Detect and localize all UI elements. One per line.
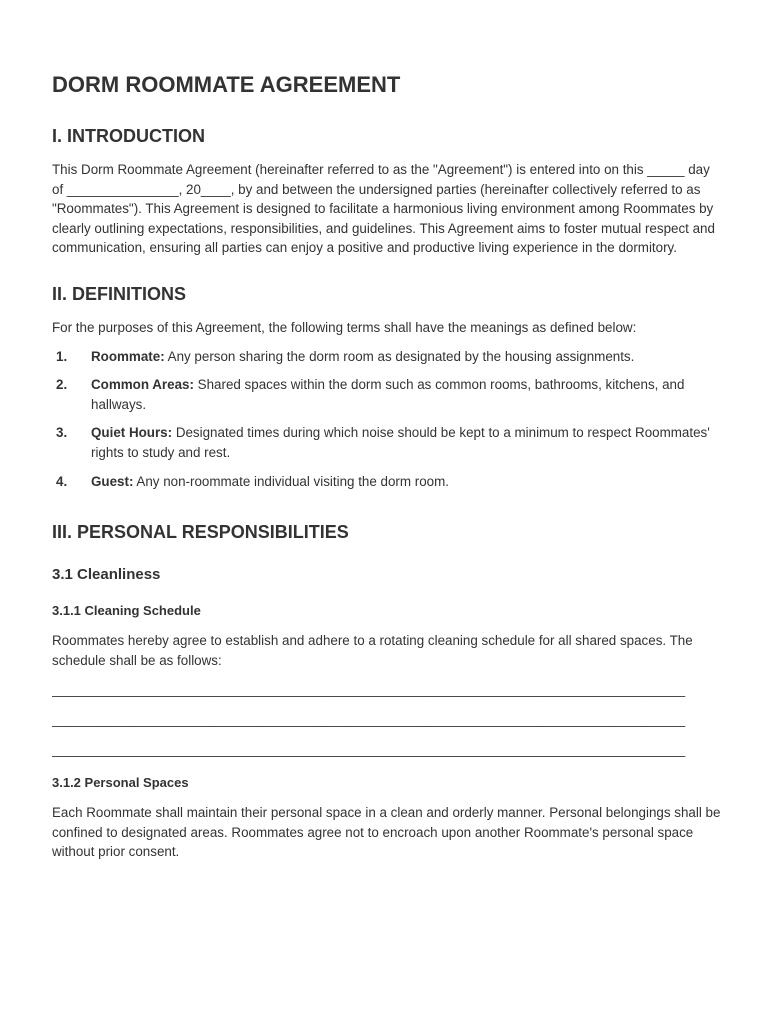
definition-item [52,375,722,414]
section-responsibilities-heading: III. PERSONAL RESPONSIBILITIES [52,522,349,543]
definition-item [52,423,722,462]
definitions-list [52,347,722,492]
document-page [52,70,722,862]
personal-spaces-paragraph: Each Roommate shall maintain their personal space in a clean and orderly manner. Personal belongings shall be confined to designated areas. Roommates agree not to encroach upon another Roommate's personal space without prior consent. [52,805,721,860]
definition-text: Any non-roommate individual visiting the dorm room. [133,473,449,489]
cleaning-schedule-paragraph: Roommates hereby agree to establish and adhere to a rotating cleaning schedule for all shared spaces. The schedule shall be as follows: [52,633,693,668]
cleaning-schedule-heading: 3.1.1 Cleaning Schedule [52,603,201,619]
schedule-blank-line: _____________________________________________________________________________________ [52,682,686,698]
definition-item [52,347,722,367]
schedule-blank-lines [52,680,722,759]
definition-text: Any person sharing the dorm room as designated by the housing assignments. [164,348,635,364]
definition-text: Shared spaces within the dorm such as common rooms, bathrooms, kitchens, and hallways. [91,377,685,412]
definition-number: 4. [56,473,68,489]
definition-term: Guest: [91,473,134,489]
definition-text: Designated times during which noise should be kept to a minimum to respect Roommates' rights to study and rest. [91,425,710,460]
section-definitions-heading: II. DEFINITIONS [52,283,187,304]
document-title: DORM ROOMMATE AGREEMENT [52,72,401,97]
schedule-blank-line: _____________________________________________________________________________________ [52,711,686,727]
section-introduction-heading: I. INTRODUCTION [52,126,205,146]
definition-term: Roommate: [91,348,165,364]
cleanliness-heading: 3.1 Cleanliness [52,566,161,584]
definition-number: 3. [56,425,68,441]
definition-item [52,472,722,492]
introduction-paragraph: This Dorm Roommate Agreement (hereinafter referred to as the "Agreement") is entered into on this _____ day of _______________, 20____, by and between the undersigned parties (hereinafter collectively referred to as "Roommates"). This Agreement is designed to facilitate a harmonious living environment among Roommates by clearly outlining expectations, responsibilities, and guidelines. This Agreement aims to foster mutual respect and communication, ensuring all parties can enjoy a positive and productive living experience in the dormitory. [52,162,715,256]
schedule-blank-line: _____________________________________________________________________________________ [52,741,686,757]
definition-number: 2. [56,377,68,393]
definition-term: Quiet Hours: [91,425,173,441]
personal-spaces-heading: 3.1.2 Personal Spaces [52,775,189,791]
definition-term: Common Areas: [91,377,194,393]
definitions-lead-paragraph: For the purposes of this Agreement, the following terms shall have the meanings as defined below: [52,319,637,335]
definition-number: 1. [56,348,68,364]
